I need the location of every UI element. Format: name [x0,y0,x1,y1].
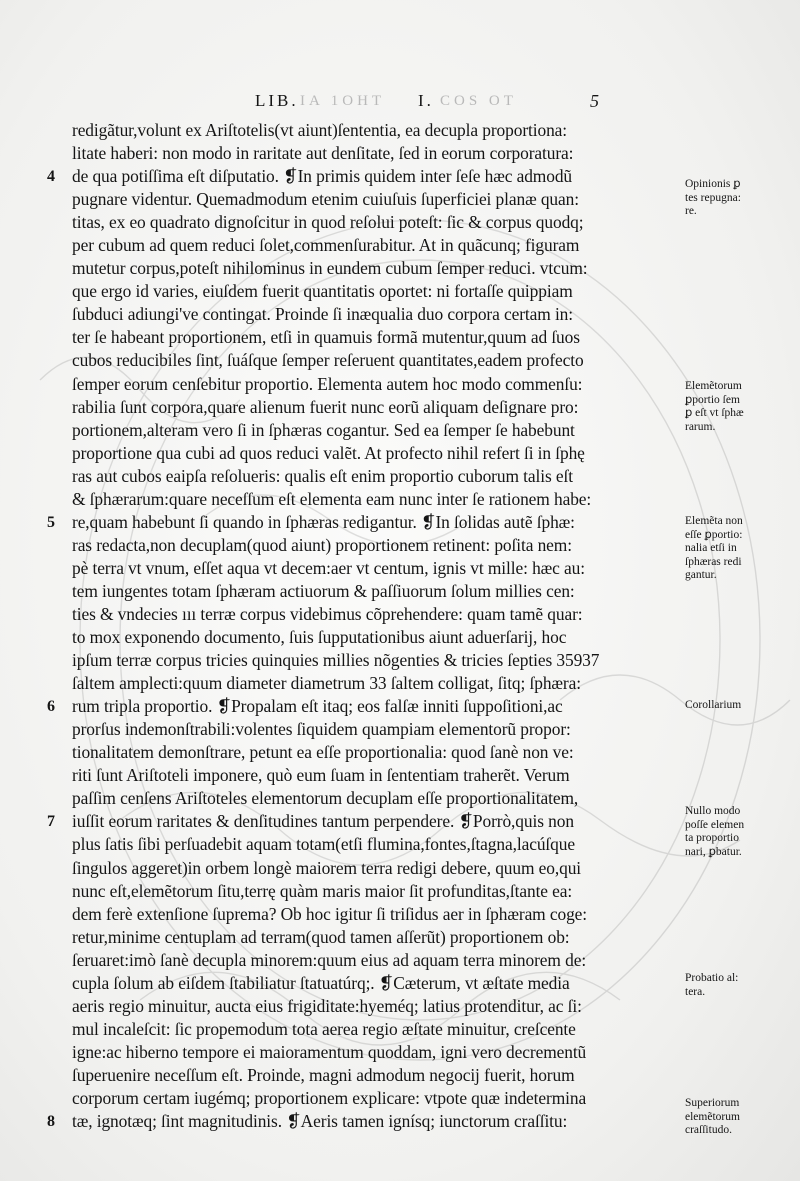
header-book-label: LIB. [255,91,299,110]
text-line-content: titas, ex eo quadrato dignoſcitur in quod reſolui poteſt: ſic & corpus quodq; [72,212,584,233]
margin-note-line: ſphæras redi [685,555,742,568]
text-line [72,142,684,165]
text-line-content: cubos reducibiles ſint, ſuáſque ſemper reſeruent quantitates,eadem profecto [72,350,584,371]
text-line [72,741,684,764]
text-line [72,557,684,580]
margin-note-line: rarum. [685,420,716,433]
text-line [72,211,684,234]
text-line [72,718,684,741]
margin-note-line: ꝑportio ſem [685,393,740,406]
text-line-content: ſingulos aggeret)in orbem longè maiorem terra redigi debere, quum eo,qui [72,857,582,878]
section-number: 7 [47,813,55,831]
header-show-through-left: IA 1OHT [300,93,386,109]
text-line [72,603,684,626]
section-number: 8 [47,1113,55,1131]
text-line [72,1087,684,1110]
header-book-number: I. [418,91,434,110]
text-line-content: ſemper eorum cenſebitur proportio. Elementa autem hoc modo commenſu: [72,373,583,394]
main-text-block [47,119,684,1133]
text-line-content: rabilia ſunt corpora,quare alienum fuerit nunc eorũ aliquam deſignare pro: [72,396,579,417]
text-line-content: ras redacta,non decuplam(quod aiunt) proportionem retinent: poſita nem: [72,534,572,555]
text-line-content: ſubduci adiungi've contingat. Proinde ſi inæqualia duo corpora certam in: [72,304,574,325]
text-line [72,926,684,949]
margin-note-line: gantur. [685,569,717,581]
text-line-content: mutetur corpus,poteſt nihilominus in eundem cubum ſemper reduci. vtcum: [72,258,588,279]
text-line [72,119,684,142]
margin-note-line: tera. [685,985,706,998]
text-line-content: ipſum terræ corpus tricies quinquies millies nõgenties & tricies ſepties 35937 [72,650,600,671]
text-line-content: re,quam habebunt ſi quando in ſphæras redigantur. ❡In ſolidas autẽ ſphæ: [72,511,575,532]
text-line [72,280,684,303]
margin-note-line: ta proportio [685,832,739,844]
margin-note [685,699,741,713]
text-line [47,810,684,833]
text-line [72,787,684,810]
margin-note-line: tes repugna: [685,191,741,204]
text-line [72,257,684,280]
text-line [47,1110,684,1133]
text-line [72,373,684,396]
text-line [72,1041,684,1064]
header-show-through-right: COS OT [440,93,517,109]
margin-note [685,1097,740,1138]
text-line-content: paſſim cenſens Ariſtoteles elementorum decuplam eſſe proportionalitatem, [72,788,579,809]
text-line [72,419,684,442]
text-line-content: tem iungentes totam ſphæram actiuorum & paſſiuorum ſolum millies cen: [72,580,575,601]
text-line-content: nunc eſt,elemẽtorum ſitu,terrę quàm maris maior ſit profunditas,ſtante ea: [72,880,573,901]
text-line [72,1018,684,1041]
text-line-content: riti ſunt Ariſtoteli imponere, quò eum ſuam in ſententiam traherẽt. Verum [72,765,570,786]
text-line-content: ſeruaret:imò ſanè decupla minorem:quum eius ad aquam terra minorem de: [72,949,587,970]
text-line [72,972,684,995]
text-line-content: per cubum ad quem reduci ſolet,commenſurabitur. At in quãcunq; figuram [72,235,580,256]
text-line-content: pugnare videntur. Quemadmodum etenim cuiuſuis ſuperficiei planæ quan: [72,189,579,210]
text-line [72,188,684,211]
margin-note-line: ꝑ eſt vt ſphæ [685,407,744,419]
text-line [72,326,684,349]
text-line [72,1064,684,1087]
margin-note [685,972,738,999]
text-line [47,695,684,718]
margin-note-line: Superiorum [685,1097,740,1109]
margin-note-line: Nullo modo [685,805,741,817]
text-line [72,465,684,488]
text-line-content: aeris regio minuitur, aucta eius frigiditate:hyeméq; latius protenditur, ac ſi: [72,995,582,1016]
text-line-content: ties & vndecies ııı terræ corpus videbimus cõprehendere: quam tamẽ quar: [72,603,583,624]
text-line-content: prorſus indemonſtrabili:volentes ſiquidem quampiam elementorũ propor: [72,719,571,740]
text-line [47,511,684,534]
margin-note-line: elemẽtorum [685,1110,740,1123]
text-line-content: corporum certam iugémq; proportionem explicare: vtpote quæ indetermina [72,1087,587,1108]
margin-note [685,178,741,219]
text-line-content: retur,minime centuplam ad terram(quod tamen aſſerũt) proportionem ob: [72,926,570,947]
text-line [72,488,684,511]
text-line [72,234,684,257]
text-line [72,442,684,465]
text-line-content: rum tripla proportio. ❡Propalam eſt itaq; eos falſæ inniti ſuppoſitioni,ac [72,696,563,717]
text-line [72,349,684,372]
margin-note-line: eſſe ꝑportio: [685,528,743,541]
text-line [72,764,684,787]
text-line-content: ſuperuenire neceſſum eſt. Proinde, magni admodum negocij fuerit, horum [72,1064,575,1085]
running-header [0,91,800,117]
text-line-content: to mox exponendo documento, ſuis ſupputationibus aiunt aduerſarij, hoc [72,627,567,648]
text-line-content: cupla ſolum ab eiſdem ſtabiliatur ſtatuatúrq;. ❡Cæterum, vt æſtate media [72,972,570,993]
text-line [72,649,684,672]
text-line-content: ſaltem amplecti:quum diameter diametrum 33 ſaltem colligat, ſitq; ſphæra: [72,673,581,694]
text-line [47,165,684,188]
margin-note-line: nalia etſi in [685,542,737,554]
text-line [72,903,684,926]
text-line [72,949,684,972]
text-line-content: iuſſit eorum raritates & denſitudines tantum perpendere. ❡Porrò,quis non [72,811,574,832]
text-line [72,857,684,880]
margin-note-line: nari, ꝑbatur. [685,845,742,858]
text-line-content: ter ſe habeant proportionem, etſi in quamuis formã mutentur,quum ad ſuos [72,327,580,348]
margin-note-line: craſſitudo. [685,1124,732,1136]
text-line-content: tæ, ignotæq; ſint magnitudinis. ❡Aeris tamen ignísq; iunctorum craſſitu: [72,1111,568,1132]
margin-note-line: poſſe elemen [685,818,745,831]
text-line-content: ras aut cubos eaipſa reſolueris: qualis eſt enim proportio cuborum talis eſt [72,465,573,486]
folio-number: 5 [590,91,602,111]
text-line [72,672,684,695]
margin-note-line: Elemẽta non [685,515,743,527]
section-number: 6 [47,698,55,716]
text-line [72,303,684,326]
text-line-content: tionalitatem demonſtrare, petunt ea eſſe proportionalia: quod ſanè non ve: [72,742,574,763]
margin-note-line: Corollarium [685,699,742,711]
text-line [72,534,684,557]
text-line-content: que ergo id varies, eiuſdem fuerit quantitatis oportet: ni fortaſſe quippiam [72,281,573,302]
text-line [72,880,684,903]
text-line [72,580,684,603]
text-line-content: mul incaleſcit: ſic propemodum tota aerea regio æſtate minuitur, creſcente [72,1018,576,1039]
text-line-content: portionem,alteram vero ſi in ſphæras cogantur. Sed ea ſemper ſe habebunt [72,419,575,440]
section-number: 5 [47,513,55,531]
text-line-content: redigãtur,volunt ex Ariſtotelis(vt aiunt)ſententia, ea decupla proportiona: [72,120,568,140]
margin-note-line: Opinionis ꝑ [685,178,741,190]
margin-note [685,515,743,583]
text-line [72,833,684,856]
text-line-content: litate haberi: non modo in raritate aut denſitate, ſed in eorum corporatura: [72,143,574,164]
margin-note [685,380,744,434]
margin-note-line: re. [685,205,697,217]
text-line-content: plus ſatis ſibi perſuadebit aquam totam(etſi flumina,fontes,ſtagna,lacúſque [72,834,575,855]
margin-note-line: Probatio al: [685,972,739,984]
section-number: 4 [47,168,55,186]
text-line [72,995,684,1018]
text-line-content: igne:ac hiberno tempore ei maioramentum quoddam, igni vero decrementũ [72,1041,587,1062]
text-line [72,396,684,419]
text-line-content: dem ferè extenſione ſuprema? Ob hoc igitur ſi triſidus aer in ſphæram coge: [72,903,588,924]
text-line-content: & ſphærarum:quare neceſſum eſt elementa eam nunc inter ſe rationem habe: [72,488,592,509]
margin-note [685,805,744,859]
text-line-content: pè terra vt vnum, eſſet aqua vt decem:aer vt centum, ignis vt mille: hæc au: [72,557,585,578]
margin-note-line: Elemẽtorum [685,380,742,392]
text-line-content: proportione qua cubi ad quos reduci valẽt. At profecto nihil refert ſi in ſphę [72,442,585,463]
text-line [72,626,684,649]
text-line-content: de qua potiſſima eſt diſputatio. ❡In primis quidem inter ſeſe hæc admodũ [72,166,573,187]
